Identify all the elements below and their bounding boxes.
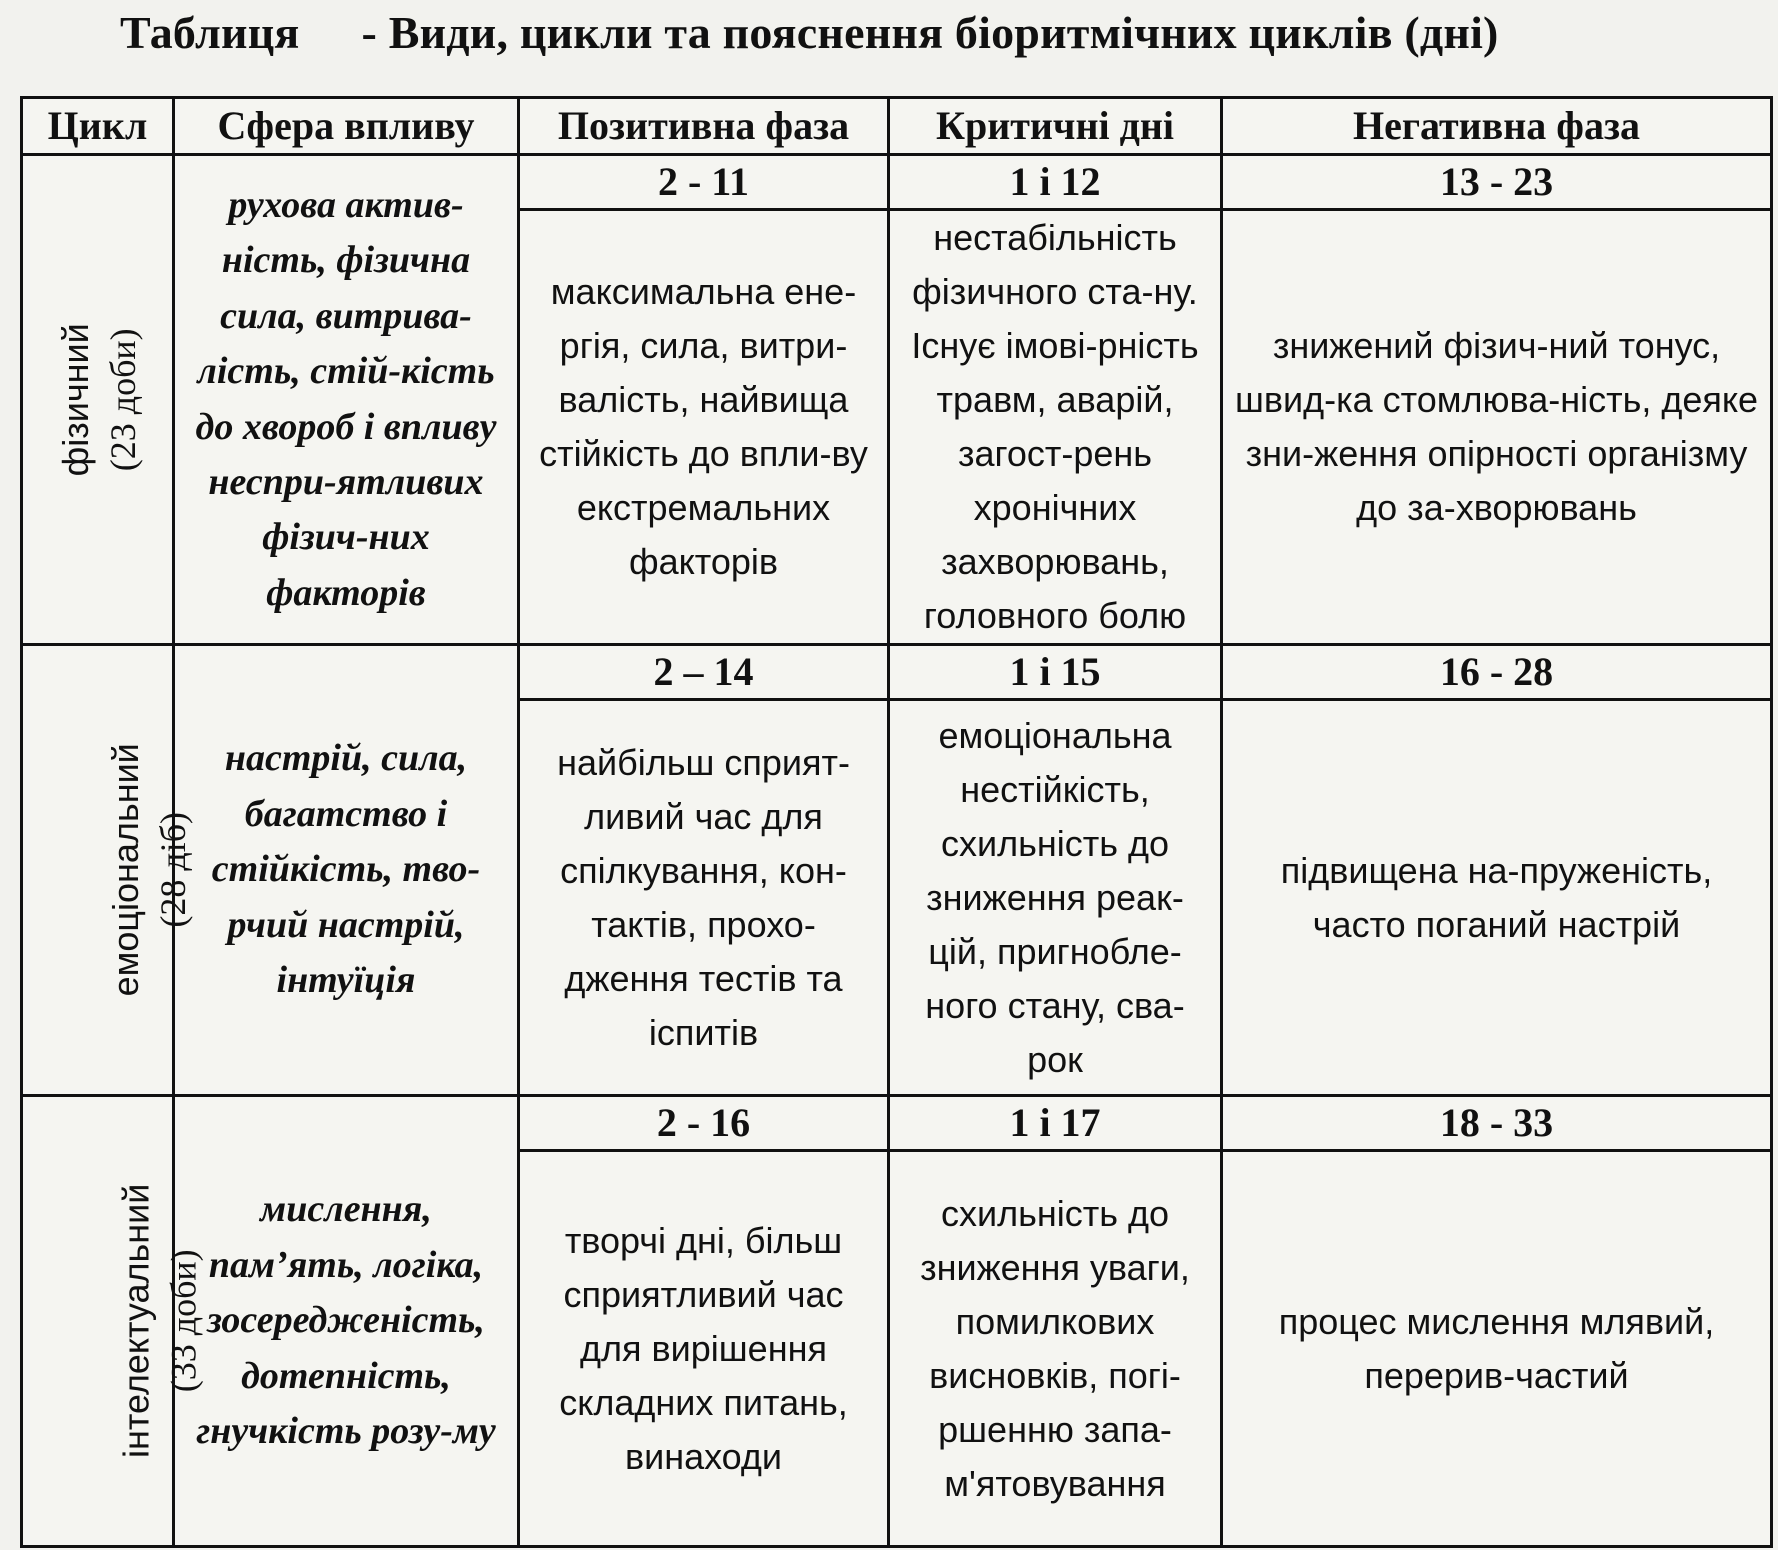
cycle-period: (28 діб) <box>152 812 193 928</box>
critical-range: 1 і 15 <box>889 645 1222 700</box>
table-row <box>22 645 1772 700</box>
cycle-name: фізичний <box>54 322 96 477</box>
header-sphere: Сфера впливу <box>174 98 519 155</box>
header-negative: Негативна фаза <box>1222 98 1772 155</box>
negative-desc: процес мислення млявий, перерив-частий <box>1222 1151 1772 1547</box>
header-row <box>22 98 1772 155</box>
critical-desc: емоціональна нестійкість, схильність до зниження реак-цій, пригнобле-ного стану, сва-рок <box>889 700 1222 1096</box>
header-positive: Позитивна фаза <box>519 98 889 155</box>
positive-range: 2 – 14 <box>519 645 889 700</box>
negative-desc: знижений фізич-ний тонус, швид-ка стомлюва-ність, деяке зни-ження опірності організму до за-хворювань <box>1222 210 1772 645</box>
cycle-period: (23 доби) <box>102 328 143 471</box>
positive-range: 2 - 16 <box>519 1096 889 1151</box>
cycle-label <box>113 1184 207 1458</box>
header-cycle: Цикл <box>22 98 174 155</box>
title-text: - Види, цикли та пояснення біоритмічних циклів (дні) <box>361 7 1499 58</box>
cycle-cell <box>22 155 174 645</box>
cycle-name: емоціональний <box>104 743 146 997</box>
cycle-name: інтелектуальний <box>115 1183 157 1459</box>
header-critical: Критичні дні <box>889 98 1222 155</box>
cycle-label <box>103 743 197 996</box>
table-row <box>22 1096 1772 1151</box>
positive-desc: максимальна ене-ргія, сила, витри-валість, найвища стійкість до впли-ву екстремальних факторів <box>519 210 889 645</box>
table-title <box>120 6 1499 59</box>
sphere-cell: мислення, пам’ять, логіка, зосередженість, дотепність, гнучкість розу-му <box>174 1096 519 1547</box>
positive-range: 2 - 11 <box>519 155 889 210</box>
cycle-cell <box>22 1096 204 1547</box>
negative-range: 16 - 28 <box>1222 645 1772 700</box>
critical-range: 1 і 17 <box>889 1096 1222 1151</box>
cycle-period: (33 доби) <box>163 1249 204 1393</box>
positive-desc: творчі дні, більш сприятливий час для вирішення складних питань, винаходи <box>519 1151 889 1547</box>
critical-desc: схильність до зниження уваги, помилкових висновків, погі-ршенню запа-м'ятовування <box>889 1151 1222 1547</box>
cycle-cell <box>22 645 193 1096</box>
sphere-cell: настрій, сила, багатство і стійкість, тво-рчий настрій, інтуїція <box>174 645 519 1096</box>
critical-range: 1 і 12 <box>889 155 1222 210</box>
negative-desc: підвищена на-пруженість, часто поганий настрій <box>1222 700 1772 1096</box>
positive-desc: найбільш сприят-ливий час для спілкування, кон-тактів, прохо-дження тестів та іспитів <box>519 700 889 1096</box>
critical-desc: нестабільність фізичного ста-ну. Існує імові-рність травм, аварій, загост-рень хронічних захворювань, головного болю <box>889 210 1222 645</box>
sphere-cell: рухова актив-ність, фізична сила, витрива-лість, стій-кість до хвороб і впливу неспри-ятливих фізич-них факторів <box>174 155 519 645</box>
title-prefix: Таблиця <box>120 7 300 58</box>
negative-range: 18 - 33 <box>1222 1096 1772 1151</box>
negative-range: 13 - 23 <box>1222 155 1772 210</box>
biorhythm-table <box>20 96 1773 1548</box>
table-row <box>22 155 1772 210</box>
cycle-label <box>53 323 147 476</box>
